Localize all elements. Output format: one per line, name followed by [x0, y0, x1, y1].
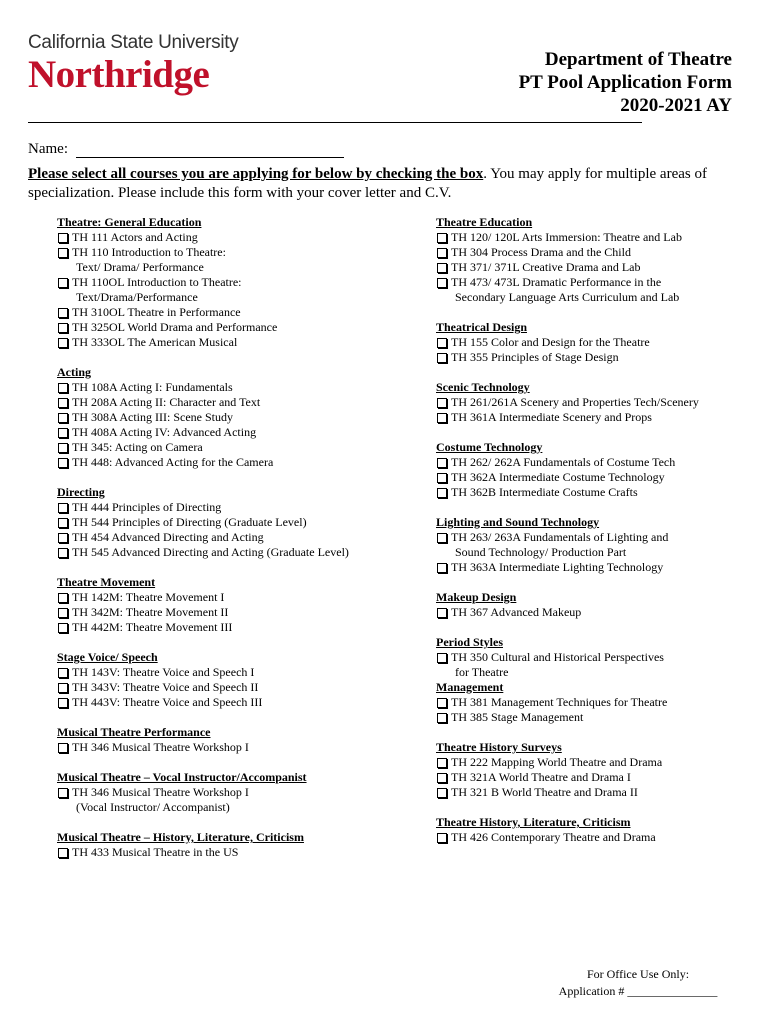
course-label: TH 362A Intermediate Costume Technology — [451, 470, 665, 484]
course-checkbox[interactable] — [437, 563, 447, 573]
course-label: TH 342M: Theatre Movement II — [72, 605, 229, 619]
course-item — [57, 515, 417, 530]
course-label: TH 208A Acting II: Character and Text — [72, 395, 261, 409]
course-checkbox[interactable] — [437, 533, 447, 543]
course-label: TH 367 Advanced Makeup — [451, 605, 582, 619]
course-label: TH 350 Cultural and Historical Perspectives — [451, 650, 664, 664]
course-item — [57, 620, 417, 635]
section-title: Theatre Movement — [57, 575, 156, 589]
course-item — [436, 695, 746, 710]
course-checkbox[interactable] — [58, 278, 68, 288]
course-section — [436, 380, 746, 425]
course-item — [57, 425, 417, 440]
course-item — [57, 335, 417, 350]
course-section — [57, 770, 417, 815]
course-checkbox[interactable] — [437, 608, 447, 618]
course-checkbox[interactable] — [58, 503, 68, 513]
section-title: Management — [436, 680, 504, 694]
course-item — [436, 530, 746, 545]
course-checkbox[interactable] — [437, 698, 447, 708]
course-section — [57, 215, 417, 350]
course-item — [57, 440, 417, 455]
course-label: TH 448: Advanced Acting for the Camera — [72, 455, 274, 469]
header-divider — [28, 122, 642, 123]
section-title: Scenic Technology — [436, 380, 530, 394]
course-item — [57, 320, 417, 335]
form-title: PT Pool Application Form — [518, 72, 732, 93]
course-checkbox[interactable] — [58, 623, 68, 633]
course-checkbox[interactable] — [58, 458, 68, 468]
course-label: TH 120/ 120L Arts Immersion: Theatre and Lab — [451, 230, 682, 244]
section-title: Musical Theatre Performance — [57, 725, 211, 739]
section-title: Theatre History, Literature, Criticism — [436, 815, 631, 829]
course-label-continuation: (Vocal Instructor/ Accompanist) — [76, 800, 230, 814]
course-item — [57, 695, 417, 710]
course-item — [57, 245, 417, 260]
course-item — [57, 680, 417, 695]
section-title: Period Styles — [436, 635, 503, 649]
course-section — [436, 515, 746, 575]
course-label: TH 321A World Theatre and Drama I — [451, 770, 631, 784]
course-label-continuation: Text/ Drama/ Performance — [76, 260, 204, 274]
course-checkbox[interactable] — [437, 338, 447, 348]
course-section — [436, 635, 746, 680]
university-logo — [28, 33, 238, 95]
course-item — [57, 845, 417, 860]
course-checkbox[interactable] — [58, 398, 68, 408]
course-label: TH 346 Musical Theatre Workshop I — [72, 785, 249, 799]
course-label: TH 263/ 263A Fundamentals of Lighting and — [451, 530, 669, 544]
course-label: TH 343V: Theatre Voice and Speech II — [72, 680, 259, 694]
course-item — [436, 770, 746, 785]
course-checkbox[interactable] — [58, 338, 68, 348]
section-title: Directing — [57, 485, 105, 499]
section-title: Theatrical Design — [436, 320, 527, 334]
course-checkbox[interactable] — [437, 353, 447, 363]
course-label: TH 261/261A Scenery and Properties Tech/Scenery — [451, 395, 699, 409]
course-label: TH 108A Acting I: Fundamentals — [72, 380, 233, 394]
course-label: TH 333OL The American Musical — [72, 335, 238, 349]
course-item — [57, 275, 417, 290]
course-item — [436, 335, 746, 350]
course-checkbox[interactable] — [58, 443, 68, 453]
course-label: TH 142M: Theatre Movement I — [72, 590, 225, 604]
course-checkbox[interactable] — [437, 758, 447, 768]
course-label: TH 385 Stage Management — [451, 710, 584, 724]
office-use-block — [548, 966, 728, 1000]
logo-campus-name: Northridge — [28, 53, 210, 96]
logo-university-name: California State University — [28, 32, 239, 53]
course-checkbox[interactable] — [437, 413, 447, 423]
course-checkbox[interactable] — [58, 683, 68, 693]
course-label: TH 371/ 371L Creative Drama and Lab — [451, 260, 641, 274]
course-section — [436, 440, 746, 500]
course-item — [57, 665, 417, 680]
course-label: TH 408A Acting IV: Advanced Acting — [72, 425, 257, 439]
course-label: TH 325OL World Drama and Performance — [72, 320, 278, 334]
course-checkbox[interactable] — [437, 773, 447, 783]
section-title: Theatre: General Education — [57, 215, 202, 229]
course-checkbox[interactable] — [58, 413, 68, 423]
course-section — [57, 485, 417, 560]
course-section — [57, 650, 417, 710]
course-item — [57, 530, 417, 545]
name-label: Name: — [28, 141, 68, 157]
section-title: Makeup Design — [436, 590, 517, 604]
course-label: TH 262/ 262A Fundamentals of Costume Tech — [451, 455, 676, 469]
course-checkbox[interactable] — [58, 698, 68, 708]
course-checkbox[interactable] — [58, 428, 68, 438]
course-item — [57, 410, 417, 425]
instructions — [28, 165, 740, 203]
course-label: TH 304 Process Drama and the Child — [451, 245, 631, 259]
course-label: TH 444 Principles of Directing — [72, 500, 222, 514]
course-label: TH 545 Advanced Directing and Acting (Graduate Level) — [72, 545, 349, 559]
name-field-row — [28, 141, 344, 158]
course-label-continuation: for Theatre — [455, 665, 509, 679]
course-item — [436, 350, 746, 365]
course-item — [436, 605, 746, 620]
course-checkbox[interactable] — [437, 263, 447, 273]
section-title: Theatre Education — [436, 215, 533, 229]
course-checkbox[interactable] — [437, 653, 447, 663]
course-item — [436, 260, 746, 275]
course-label: TH 433 Musical Theatre in the US — [72, 845, 239, 859]
course-section — [436, 680, 746, 725]
course-item — [57, 305, 417, 320]
course-checkbox[interactable] — [58, 518, 68, 528]
section-title: Acting — [57, 365, 91, 379]
course-label: TH 442M: Theatre Movement III — [72, 620, 233, 634]
left-course-column — [57, 215, 417, 875]
course-checkbox[interactable] — [437, 278, 447, 288]
course-checkbox[interactable] — [58, 608, 68, 618]
course-checkbox[interactable] — [58, 743, 68, 753]
instructions-text: . You may apply for multiple areas of specialization. Please include this form with your cover letter and C.V. — [28, 166, 707, 201]
course-checkbox[interactable] — [58, 593, 68, 603]
course-checkbox[interactable] — [58, 548, 68, 558]
course-checkbox[interactable] — [58, 248, 68, 258]
course-label: TH 110OL Introduction to Theatre: — [72, 275, 242, 289]
academic-year: 2020-2021 AY — [620, 95, 732, 116]
course-item — [436, 410, 746, 425]
course-label-continuation: Text/Drama/Performance — [76, 290, 198, 304]
course-section — [57, 365, 417, 470]
course-label: TH 473/ 473L Dramatic Performance in the — [451, 275, 662, 289]
course-checkbox[interactable] — [58, 383, 68, 393]
course-label-continuation: Sound Technology/ Production Part — [455, 545, 627, 559]
course-item — [436, 245, 746, 260]
course-section — [436, 740, 746, 800]
course-label: TH 222 Mapping World Theatre and Drama — [451, 755, 663, 769]
course-checkbox[interactable] — [58, 848, 68, 858]
course-section — [57, 575, 417, 635]
course-section — [436, 215, 746, 305]
course-item — [436, 650, 746, 665]
application-number-field[interactable]: Application # _______________ — [558, 984, 718, 998]
course-section — [436, 815, 746, 845]
course-item — [57, 455, 417, 470]
course-label: TH 111 Actors and Acting — [72, 230, 198, 244]
course-label: TH 308A Acting III: Scene Study — [72, 410, 233, 424]
course-checkbox[interactable] — [437, 488, 447, 498]
course-item — [436, 230, 746, 245]
department-title: Department of Theatre — [544, 49, 732, 70]
course-label: TH 361A Intermediate Scenery and Props — [451, 410, 652, 424]
course-checkbox[interactable] — [58, 308, 68, 318]
course-checkbox[interactable] — [437, 713, 447, 723]
course-label: TH 345: Acting on Camera — [72, 440, 203, 454]
course-item — [57, 545, 417, 560]
course-checkbox[interactable] — [437, 233, 447, 243]
section-title: Musical Theatre – History, Literature, Criticism — [57, 830, 304, 844]
course-section — [57, 830, 417, 860]
course-item — [57, 785, 417, 800]
course-item — [57, 500, 417, 515]
course-item — [436, 485, 746, 500]
course-label: TH 110 Introduction to Theatre: — [72, 245, 226, 259]
course-checkbox[interactable] — [437, 458, 447, 468]
course-label: TH 355 Principles of Stage Design — [451, 350, 619, 364]
office-use-label: For Office Use Only: — [586, 967, 690, 981]
right-course-column — [436, 215, 746, 860]
instructions-emphasis: Please select all courses you are applying for below by checking the box — [28, 166, 484, 182]
course-label: TH 310OL Theatre in Performance — [72, 305, 241, 319]
course-label: TH 544 Principles of Directing (Graduate Level) — [72, 515, 307, 529]
course-label-continuation: Secondary Language Arts Curriculum and Lab — [455, 290, 680, 304]
course-label: TH 443V: Theatre Voice and Speech III — [72, 695, 263, 709]
course-checkbox[interactable] — [437, 398, 447, 408]
course-checkbox[interactable] — [58, 533, 68, 543]
course-section — [57, 725, 417, 755]
course-item — [436, 395, 746, 410]
course-item — [57, 740, 417, 755]
course-checkbox[interactable] — [437, 248, 447, 258]
form-header — [519, 48, 732, 117]
course-label: TH 426 Contemporary Theatre and Drama — [451, 830, 656, 844]
course-label: TH 454 Advanced Directing and Acting — [72, 530, 264, 544]
course-item — [436, 275, 746, 290]
course-label: TH 143V: Theatre Voice and Speech I — [72, 665, 255, 679]
course-item — [57, 590, 417, 605]
course-section — [436, 320, 746, 365]
course-label: TH 346 Musical Theatre Workshop I — [72, 740, 249, 754]
course-item — [436, 830, 746, 845]
course-item — [436, 455, 746, 470]
course-label: TH 155 Color and Design for the Theatre — [451, 335, 650, 349]
section-title: Lighting and Sound Technology — [436, 515, 600, 529]
course-checkbox[interactable] — [58, 668, 68, 678]
course-label: TH 363A Intermediate Lighting Technology — [451, 560, 664, 574]
course-item — [436, 755, 746, 770]
course-label: TH 321 B World Theatre and Drama II — [451, 785, 638, 799]
course-item — [57, 230, 417, 245]
course-item — [436, 470, 746, 485]
name-field[interactable] — [76, 143, 344, 158]
course-section — [436, 590, 746, 620]
course-checkbox[interactable] — [58, 323, 68, 333]
course-checkbox[interactable] — [437, 473, 447, 483]
course-checkbox[interactable] — [58, 788, 68, 798]
course-checkbox[interactable] — [437, 788, 447, 798]
course-item — [57, 380, 417, 395]
course-checkbox[interactable] — [437, 833, 447, 843]
section-title: Theatre History Surveys — [436, 740, 562, 754]
course-label: TH 381 Management Techniques for Theatre — [451, 695, 668, 709]
course-item — [436, 785, 746, 800]
course-label: TH 362B Intermediate Costume Crafts — [451, 485, 638, 499]
course-item — [57, 605, 417, 620]
course-item — [57, 395, 417, 410]
section-title: Musical Theatre – Vocal Instructor/Accompanist — [57, 770, 307, 784]
course-item — [436, 710, 746, 725]
course-checkbox[interactable] — [58, 233, 68, 243]
section-title: Stage Voice/ Speech — [57, 650, 158, 664]
course-item — [436, 560, 746, 575]
section-title: Costume Technology — [436, 440, 543, 454]
